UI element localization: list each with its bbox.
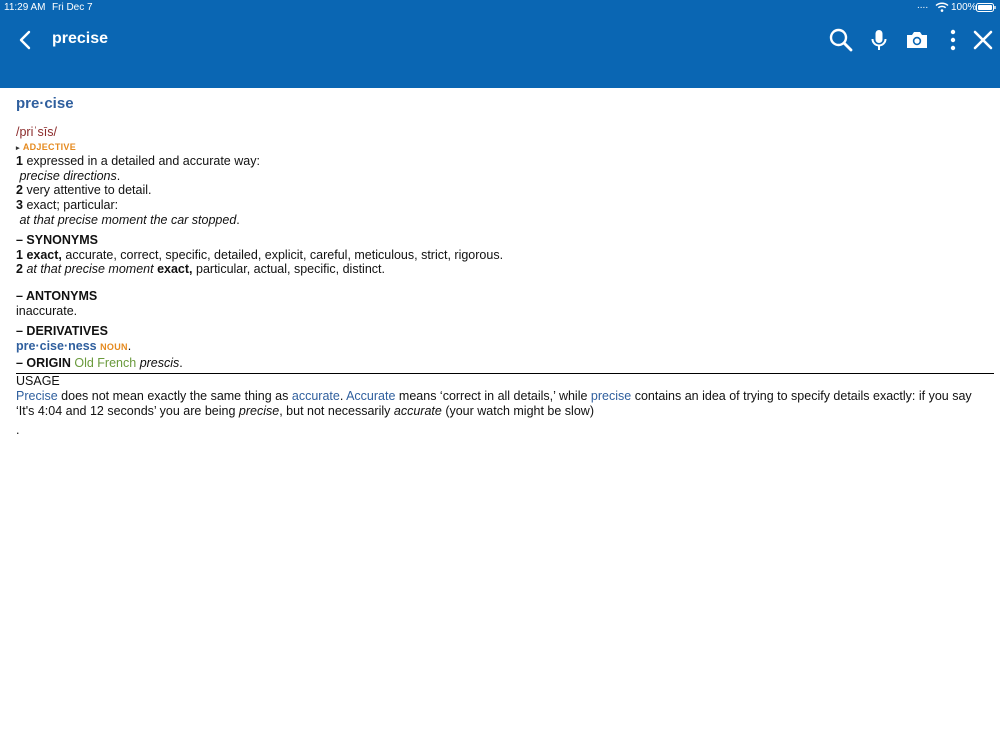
sense-list xyxy=(16,154,260,228)
pronunciation: /priˈsīs/ xyxy=(16,125,57,139)
antonyms-section xyxy=(16,289,97,318)
usage-emphasis: precise xyxy=(238,404,280,418)
origin-language: Old French xyxy=(74,356,137,370)
synonym-number: 1 xyxy=(16,247,23,262)
synonym-group-2 xyxy=(16,262,503,277)
search-button[interactable] xyxy=(828,27,854,53)
usage-text: means ‘correct in all details,’ while xyxy=(398,389,588,403)
status-bar xyxy=(0,0,1000,16)
voice-search-button[interactable] xyxy=(866,27,892,53)
battery-percent: 100% xyxy=(951,2,977,13)
sense-number: 3 xyxy=(16,198,23,213)
triangle-icon: ▸ xyxy=(16,145,20,152)
usage-note: Precise does not mean exactly the same thing as accurate. Accurate means ‘correct in all details,’ while precise contains an idea of trying to specify details exactly: if you say ‘It's 4:04 and 12 seconds’ you are being precise, but not necessarily accurate (your watch might be slow) . xyxy=(16,389,976,438)
example-text: at that precise moment the car stopped xyxy=(19,212,237,227)
antonyms-list: inaccurate. xyxy=(16,303,78,318)
synonym-list: particular, actual, specific, distinct. xyxy=(196,262,385,277)
usage-text: contains an idea of trying to specify details exactly: if you say ‘It's 4:04 and 12 seconds’ you are being xyxy=(16,389,972,418)
origin-heading: – ORIGIN xyxy=(16,356,71,370)
back-button[interactable] xyxy=(14,28,36,52)
usage-text: , but not necessarily xyxy=(279,404,391,418)
part-of-speech xyxy=(16,142,76,152)
synonym-group-1 xyxy=(16,248,503,263)
wifi-icon xyxy=(935,2,949,12)
battery-icon xyxy=(976,3,996,12)
sense-number: 2 xyxy=(16,183,23,198)
sense-2 xyxy=(16,183,260,198)
derivative-word[interactable]: pre·cise·ness xyxy=(16,338,97,353)
example-text: precise directions xyxy=(19,168,117,183)
antonyms-heading: – ANTONYMS xyxy=(16,289,98,303)
more-vertical-icon xyxy=(940,27,966,53)
derivative-pos: NOUN xyxy=(100,341,128,352)
close-button[interactable] xyxy=(970,27,996,53)
camera-button[interactable] xyxy=(904,27,930,53)
usage-text: (your watch might be slow) xyxy=(445,404,594,418)
close-icon xyxy=(970,27,996,53)
app-header xyxy=(0,0,1000,88)
sense-definition: very attentive to detail. xyxy=(26,183,152,198)
headword: pre·cise xyxy=(16,95,74,112)
sense-3 xyxy=(16,198,260,213)
usage-link[interactable]: precise xyxy=(590,389,632,403)
synonym-lead: exact, xyxy=(26,247,62,262)
usage-link[interactable]: Accurate xyxy=(346,389,396,403)
search-term[interactable]: precise xyxy=(52,30,109,47)
synonym-number: 2 xyxy=(16,262,23,277)
sense-definition: exact; particular: xyxy=(26,198,119,213)
divider xyxy=(16,373,994,374)
derivatives-section xyxy=(16,324,131,354)
camera-icon xyxy=(904,27,930,53)
synonym-list: accurate, correct, specific, detailed, explicit, careful, meticulous, strict, rigorous. xyxy=(65,247,504,262)
origin-word: prescis xyxy=(139,356,180,370)
usage-terminal-period: . xyxy=(16,423,20,437)
origin-section: – ORIGIN Old French prescis. xyxy=(16,356,183,370)
search-icon xyxy=(828,27,854,53)
sense-1-example: precise directions. xyxy=(19,168,121,183)
derivative-entry: pre·cise·ness NOUN. xyxy=(16,338,132,353)
sense-definition: expressed in a detailed and accurate way: xyxy=(26,154,260,168)
more-options-button[interactable] xyxy=(940,27,966,53)
status-time: 11:29 AM xyxy=(4,2,46,13)
microphone-icon xyxy=(866,27,892,53)
sense-number: 1 xyxy=(16,154,23,168)
usage-text: does not mean exactly the same thing as xyxy=(61,389,289,403)
nav-bar xyxy=(0,22,1000,58)
chevron-left-icon xyxy=(14,28,36,52)
synonym-context: at that precise moment xyxy=(26,262,154,277)
signal-indicator: .... xyxy=(917,0,929,11)
usage-link[interactable]: accurate xyxy=(291,389,340,403)
synonyms-section xyxy=(16,233,503,277)
sense-3-example: at that precise moment the car stopped. xyxy=(19,212,240,227)
usage-emphasis: accurate xyxy=(393,404,442,418)
status-date: Fri Dec 7 xyxy=(52,2,93,13)
pos-label: ADJECTIVE xyxy=(22,142,77,152)
synonym-lead: exact, xyxy=(157,262,193,277)
usage-link[interactable]: Precise xyxy=(16,389,58,403)
sense-1 xyxy=(16,154,260,169)
usage-heading: USAGE xyxy=(16,374,60,388)
derivatives-heading: – DERIVATIVES xyxy=(16,324,108,338)
synonyms-heading: – SYNONYMS xyxy=(16,233,98,247)
